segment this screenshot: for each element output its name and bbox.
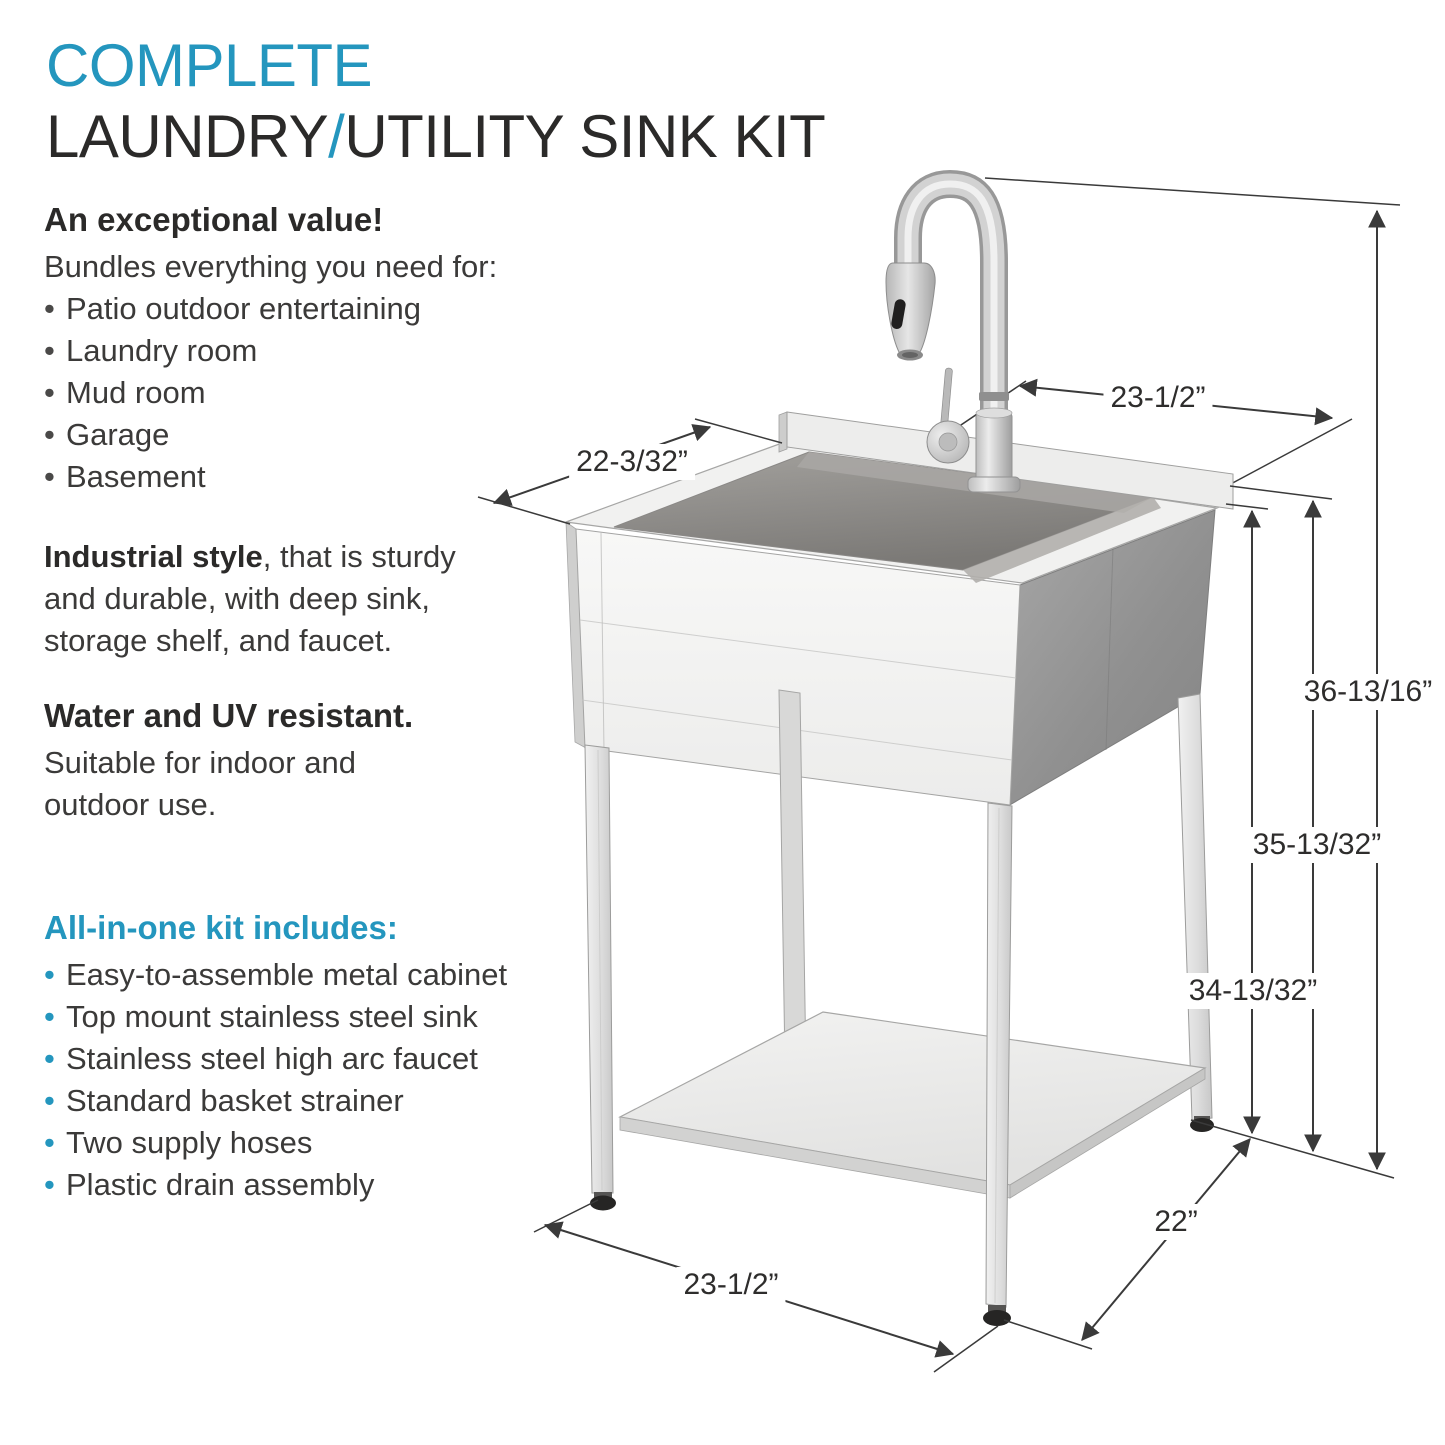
value-intro: Bundles everything you need for: bbox=[44, 249, 498, 284]
bullet-icon: • bbox=[44, 375, 55, 410]
list-item: • Plastic drain assembly bbox=[44, 1164, 507, 1206]
dim-label-rim-height: 34-13/32” bbox=[1182, 973, 1324, 1009]
page-title bbox=[46, 30, 825, 172]
bullet-icon: • bbox=[44, 957, 55, 992]
dim-label-top-depth: 22-3/32” bbox=[569, 444, 695, 480]
list-item: • Patio outdoor entertaining bbox=[44, 288, 497, 330]
bullet-icon: • bbox=[44, 1083, 55, 1118]
list-item: • Basement bbox=[44, 456, 497, 498]
value-list bbox=[44, 288, 497, 498]
list-item: • Stainless steel high arc faucet bbox=[44, 1038, 507, 1080]
title-line1: COMPLETE bbox=[46, 32, 373, 99]
bullet-icon: • bbox=[44, 999, 55, 1034]
faucet-handle bbox=[940, 368, 952, 428]
water-heading: Water and UV resistant. bbox=[44, 697, 414, 734]
bullet-icon: • bbox=[44, 1041, 55, 1076]
water-section: Water and UV resistant. Suitable for indoor and outdoor use. bbox=[44, 697, 414, 822]
bullet-icon: • bbox=[44, 291, 55, 326]
bullet-icon: • bbox=[44, 459, 55, 494]
faucet-base bbox=[976, 412, 1012, 486]
value-section bbox=[44, 200, 497, 498]
bullet-icon: • bbox=[44, 1125, 55, 1160]
dim-label-top-width: 23-1/2” bbox=[1103, 380, 1212, 416]
title-line2: LAUNDRY/UTILITY SINK KIT bbox=[46, 103, 826, 170]
bullet-icon: • bbox=[44, 417, 55, 452]
faucet-sprayer-head bbox=[886, 263, 935, 358]
list-item: • Standard basket strainer bbox=[44, 1080, 507, 1122]
kit-list bbox=[44, 954, 507, 1206]
industrial-section: Industrial style, that is sturdy and durable, with deep sink, storage shelf, and faucet. bbox=[44, 539, 456, 658]
kit-section bbox=[44, 908, 507, 1206]
lower-shelf bbox=[620, 1012, 1205, 1198]
list-item: • Top mount stainless steel sink bbox=[44, 996, 507, 1038]
bullet-icon: • bbox=[44, 333, 55, 368]
dim-label-overall-height: 36-13/16” bbox=[1297, 674, 1439, 710]
list-item: • Easy-to-assemble metal cabinet bbox=[44, 954, 507, 996]
floor-reference-line bbox=[1191, 1120, 1394, 1178]
list-item: • Laundry room bbox=[44, 330, 497, 372]
list-item: • Two supply hoses bbox=[44, 1122, 507, 1164]
dim-label-bottom-width: 23-1/2” bbox=[676, 1267, 785, 1303]
title-slash: / bbox=[328, 103, 345, 170]
value-heading: An exceptional value! bbox=[44, 201, 384, 238]
dim-label-bottom-depth: 22” bbox=[1147, 1204, 1204, 1240]
industrial-lead: Industrial style bbox=[44, 539, 263, 574]
list-item: • Garage bbox=[44, 414, 497, 456]
dim-label-splash-height: 35-13/32” bbox=[1246, 827, 1388, 863]
kit-heading: All-in-one kit includes: bbox=[44, 909, 398, 946]
list-item: • Mud room bbox=[44, 372, 497, 414]
height-reference-line bbox=[985, 178, 1400, 205]
bullet-icon: • bbox=[44, 1167, 55, 1202]
